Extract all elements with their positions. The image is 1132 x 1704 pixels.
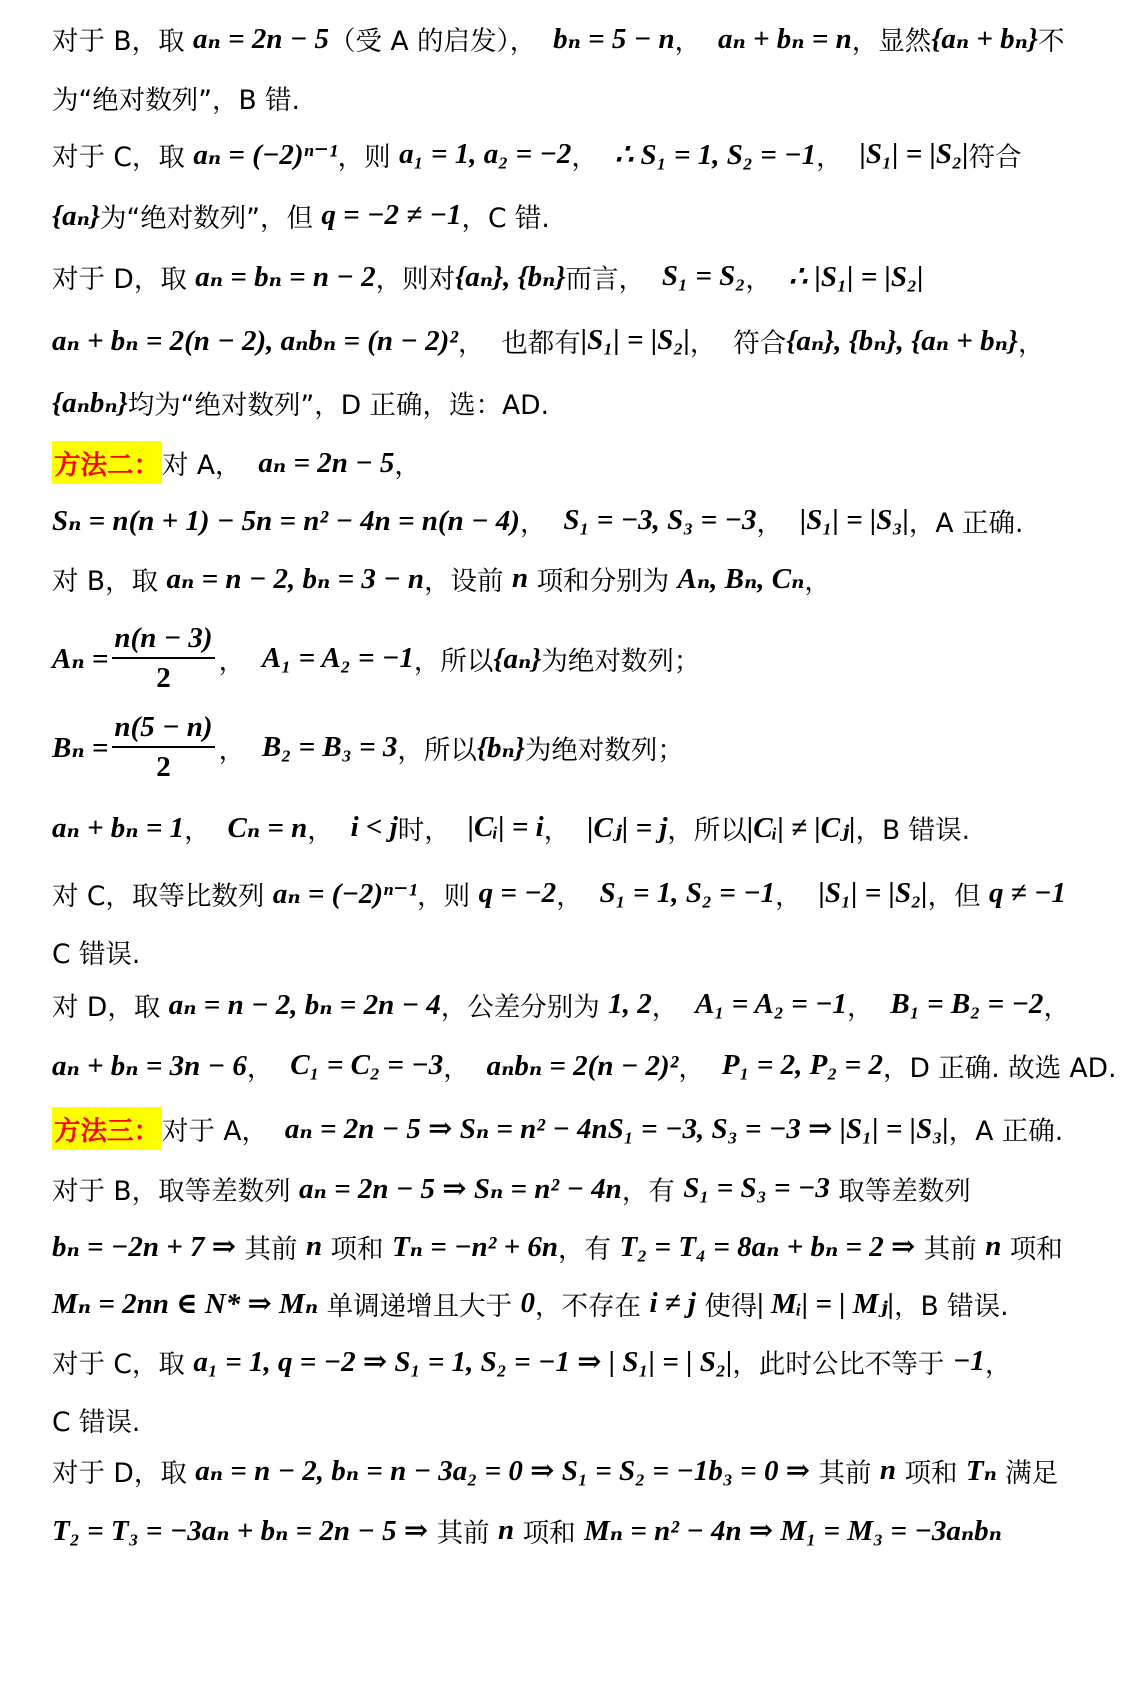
text-line (0, 795, 1132, 859)
text-run: ， (519, 507, 564, 539)
math-expression: q = −2 (478, 876, 557, 909)
text-run: 符合 (968, 141, 1022, 173)
text-run: ， (745, 263, 789, 295)
text-line (0, 1156, 1132, 1220)
math-expression: aₙ = n − 2, bₙ = 3 − n (166, 562, 425, 595)
text-run: ，所以 (397, 734, 477, 766)
text-line (0, 622, 1132, 694)
text-line (0, 1214, 1132, 1278)
text-line (0, 546, 1132, 610)
fraction-denominator: 2 (156, 662, 171, 694)
text-line (0, 1096, 1132, 1160)
text-run: ，此时公比不等于 (732, 1348, 953, 1380)
text-run: 项和分别为 (528, 565, 678, 597)
text-run: ， (571, 141, 615, 173)
math-expression: aₙ = 2n − 5 ⇒ Sₙ = n² − 4n (299, 1172, 622, 1205)
math-expression: |Cⱼ| = j (587, 811, 668, 844)
math-expression: A₁ = A₂ = −1 (695, 987, 848, 1020)
text-run: ， (775, 880, 819, 912)
text-line (0, 972, 1132, 1036)
text-run: 使得 (695, 1290, 758, 1322)
text-run: 取等差数列 (829, 1175, 971, 1207)
text-run: 对 B，取 (52, 565, 167, 597)
text-run: ， (184, 814, 228, 846)
math-expression: aₙ = (−2)ⁿ⁻¹ (272, 877, 418, 910)
text-line (0, 308, 1132, 372)
fraction-numerator: n(5 − n) (112, 708, 214, 748)
text-run: 对于 D，取 (52, 1457, 196, 1489)
math-expression: S₁ = S₂ (661, 259, 746, 292)
text-run: 项和 (896, 1457, 966, 1489)
text-run: 对 D，取 (52, 991, 169, 1023)
text-run: 对于 B，取等差数列 (52, 1175, 300, 1207)
fraction (112, 708, 214, 786)
text-line (0, 430, 1132, 494)
text-line (0, 1438, 1132, 1502)
text-run: 对于 C，取 (52, 141, 194, 173)
math-expression: {aₙ} (493, 642, 542, 675)
text-run: 其前 (810, 1457, 880, 1489)
math-expression: Sₙ = n(n + 1) − 5n = n² − 4n = n(n − 4) (52, 504, 520, 537)
math-expression: n (985, 1229, 1002, 1262)
text-line (0, 1329, 1132, 1393)
math-expression: {aₙ} (52, 199, 100, 232)
text-run: ，公差分别为 (440, 991, 609, 1023)
text-run: 其前 (428, 1517, 498, 1549)
text-run: ， 符合 (689, 327, 787, 359)
math-expression: n (305, 1229, 323, 1262)
text-run: ，A 正确. (948, 1115, 1064, 1147)
text-run: ，有 (558, 1233, 620, 1265)
math-expression: aₙ = 2n − 5 ⇒ Sₙ = n² − 4nS₁ = −3, S₃ = −3 ⇒ |S₁| = |S₃| (284, 1112, 949, 1145)
text-run: ，则 (417, 880, 479, 912)
math-expression: {bₙ} (476, 731, 525, 764)
text-run: ， (847, 991, 891, 1023)
text-run: ， (804, 565, 831, 597)
text-run: 其前 (915, 1233, 986, 1265)
text-run: 为“绝对数列”，B 错. (52, 84, 300, 116)
text-line (0, 65, 1132, 129)
fraction-denominator: 2 (156, 751, 171, 783)
math-expression: |S₁| = |S₃| (799, 503, 909, 536)
math-expression: 0 (520, 1286, 535, 1319)
math-expression: ∴ |S₁| = |S₂| (788, 260, 924, 293)
text-run: ， (816, 141, 860, 173)
math-expression: bₙ = 5 − n (553, 22, 675, 55)
math-expression: Tₙ (965, 1454, 997, 1487)
text-run: ， 也都有 (457, 327, 581, 359)
math-expression: |S₁| = |S₂| (859, 137, 969, 170)
text-run: ，B 错误. (894, 1290, 1009, 1322)
text-run: ， (1017, 327, 1045, 359)
math-expression: S₁ = 1, S₂ = −1 (599, 876, 776, 909)
text-line (0, 861, 1132, 925)
text-run: （受 A 的启发）， (329, 25, 554, 57)
text-run: ， (543, 814, 588, 846)
text-run: 项和 (1001, 1233, 1063, 1265)
text-run: ， (651, 991, 696, 1023)
math-expression: 1, 2 (608, 987, 652, 1020)
text-run: 时， (397, 814, 468, 846)
text-run: ，所以 (413, 645, 494, 677)
text-run: ， (218, 734, 262, 766)
text-run: 单调递增且大于 (318, 1290, 521, 1322)
text-run: 对于 A， (162, 1115, 285, 1147)
text-run: 对于 B，取 (52, 25, 194, 57)
math-expression: Aₙ = (52, 642, 109, 675)
text-run: C 错误. (52, 938, 141, 970)
text-run: C 错误. (52, 1406, 141, 1438)
text-run: 对 C，取等比数列 (52, 880, 273, 912)
text-line (0, 488, 1132, 552)
text-line (0, 711, 1132, 783)
fraction-numerator: n(n − 3) (112, 619, 214, 659)
math-expression: n (498, 1513, 515, 1546)
text-run: 为绝对数列； (524, 734, 684, 766)
math-expression: Bₙ = (52, 731, 109, 764)
math-expression: Mₙ = n² − 4n ⇒ M₁ = M₃ = −3aₙbₙ (584, 1514, 1002, 1547)
math-expression: |Cᵢ| = i (467, 810, 544, 843)
text-run: ， (556, 880, 600, 912)
math-expression: {aₙ}, {bₙ}, {aₙ + bₙ} (786, 324, 1018, 357)
math-expression: aₙ + bₙ = n (718, 22, 852, 55)
math-expression: a₁ = 1, q = −2 ⇒ S₁ = 1, S₂ = −1 ⇒ | S₁| = | S₂| (193, 1345, 733, 1378)
method-heading: 方法三： (52, 1107, 162, 1150)
math-expression: −1 (952, 1344, 985, 1377)
text-run: ，不存在 (535, 1290, 650, 1322)
math-expression: a₁ = 1, a₂ = −2 (399, 137, 572, 170)
text-run: ， (246, 1052, 291, 1084)
math-expression: i < j (350, 810, 398, 843)
math-expression: aₙ + bₙ = 3n − 6 (52, 1049, 247, 1082)
math-expression: | Mᵢ| = | Mⱼ| (757, 1287, 895, 1320)
text-line (0, 1498, 1132, 1562)
method-heading: 方法二： (52, 441, 162, 484)
math-expression: |S₁| = |S₂| (580, 323, 690, 356)
math-expression: aₙ = 2n − 5 (258, 446, 395, 479)
text-run: ， (678, 1052, 722, 1084)
text-run: ，所以 (667, 814, 747, 846)
math-expression: {aₙ + bₙ} (931, 22, 1039, 55)
math-expression: aₙ = bₙ = n − 2 (195, 260, 376, 293)
math-expression: ∴ S₁ = 1, S₂ = −1 (614, 138, 817, 171)
text-run: ， (1043, 991, 1070, 1023)
math-expression: B₂ = B₃ = 3 (261, 730, 398, 763)
math-expression: q = −2 ≠ −1 (321, 198, 462, 231)
text-run: 为绝对数列； (541, 645, 701, 677)
text-run: ，但 (927, 880, 990, 912)
text-run: 项和 (514, 1517, 584, 1549)
math-expression: aₙ = 2n − 5 (193, 22, 330, 55)
math-expression: A₁ = A₂ = −1 (261, 641, 414, 674)
text-run: ， (984, 1348, 1012, 1380)
text-run: ， (394, 449, 421, 481)
math-expression: Aₙ, Bₙ, Cₙ (677, 562, 805, 595)
math-expression: Mₙ = 2nn ∈ N* ⇒ Mₙ (52, 1287, 319, 1320)
math-expression: bₙ = −2n + 7 ⇒ (52, 1230, 237, 1263)
text-run: 对 A， (162, 449, 259, 481)
text-run: 不 (1038, 25, 1065, 57)
text-run: 对于 D，取 (52, 263, 196, 295)
text-run: 而言， (565, 263, 662, 295)
text-line (0, 244, 1132, 308)
math-expression: aₙ = (−2)ⁿ⁻¹ (193, 138, 338, 171)
math-expression: i ≠ j (649, 1286, 696, 1319)
text-run: ， (674, 25, 718, 57)
text-run: ，显然 (851, 25, 932, 57)
text-run: ， (307, 814, 351, 846)
text-run: 对于 C，取 (52, 1348, 194, 1380)
math-expression: {aₙbₙ} (52, 386, 128, 419)
math-expression: B₁ = B₂ = −2 (890, 987, 1044, 1020)
math-expression: {aₙ}, {bₙ} (455, 260, 566, 293)
math-expression: T₂ = T₃ = −3aₙ + bₙ = 2n − 5 ⇒ (52, 1514, 429, 1547)
text-run: ，设前 (424, 565, 512, 597)
text-line (0, 6, 1132, 70)
math-expression: q ≠ −1 (989, 876, 1067, 909)
text-run: ，B 错误. (855, 814, 971, 846)
math-expression: aₙ + bₙ = 1 (52, 811, 185, 844)
text-run: ，有 (621, 1175, 684, 1207)
text-line (0, 1271, 1132, 1335)
text-run: 为“绝对数列”，但 (99, 202, 322, 234)
text-run: ，则 (337, 141, 400, 173)
math-expression: S₁ = S₃ = −3 (683, 1171, 830, 1204)
text-run: ， (443, 1052, 487, 1084)
text-line (0, 370, 1132, 434)
fraction (112, 619, 214, 697)
text-run: 满足 (996, 1457, 1059, 1489)
text-run: ， (218, 645, 262, 677)
math-expression: C₁ = C₂ = −3 (290, 1048, 444, 1081)
text-line (0, 122, 1132, 186)
math-expression: n (512, 561, 529, 594)
text-run: ，C 错. (461, 202, 550, 234)
math-expression: |S₁| = |S₂| (818, 876, 928, 909)
math-expression: aₙbₙ = 2(n − 2)² (486, 1049, 679, 1082)
text-run: 项和 (322, 1233, 392, 1265)
math-expression: |Cᵢ| ≠ |Cⱼ| (746, 811, 856, 844)
text-run: ，A 正确. (908, 507, 1024, 539)
math-expression: aₙ = n − 2, bₙ = n − 3a₂ = 0 ⇒ S₁ = S₂ = −1b₃ = 0 ⇒ (195, 1454, 811, 1487)
math-expression: n (879, 1453, 897, 1486)
math-expression: aₙ = n − 2, bₙ = 2n − 4 (168, 988, 441, 1021)
math-expression: Tₙ = −n² + 6n (391, 1230, 559, 1263)
text-line (0, 183, 1132, 247)
text-run: ，则对 (375, 263, 456, 295)
math-expression: T₂ = T₄ = 8aₙ + bₙ = 2 ⇒ (619, 1230, 916, 1263)
text-run: 均为“绝对数列”，D 正确，选：AD. (127, 389, 550, 421)
text-line (0, 1033, 1132, 1097)
math-expression: aₙ + bₙ = 2(n − 2), aₙbₙ = (n − 2)² (52, 324, 458, 357)
text-run: ， (756, 507, 800, 539)
text-run: 其前 (236, 1233, 306, 1265)
math-expression: S₁ = −3, S₃ = −3 (563, 503, 757, 536)
text-run: ，D 正确. 故选 AD. (882, 1052, 1117, 1084)
math-expression: P₁ = 2, P₂ = 2 (721, 1048, 883, 1081)
math-expression: Cₙ = n (227, 811, 308, 844)
